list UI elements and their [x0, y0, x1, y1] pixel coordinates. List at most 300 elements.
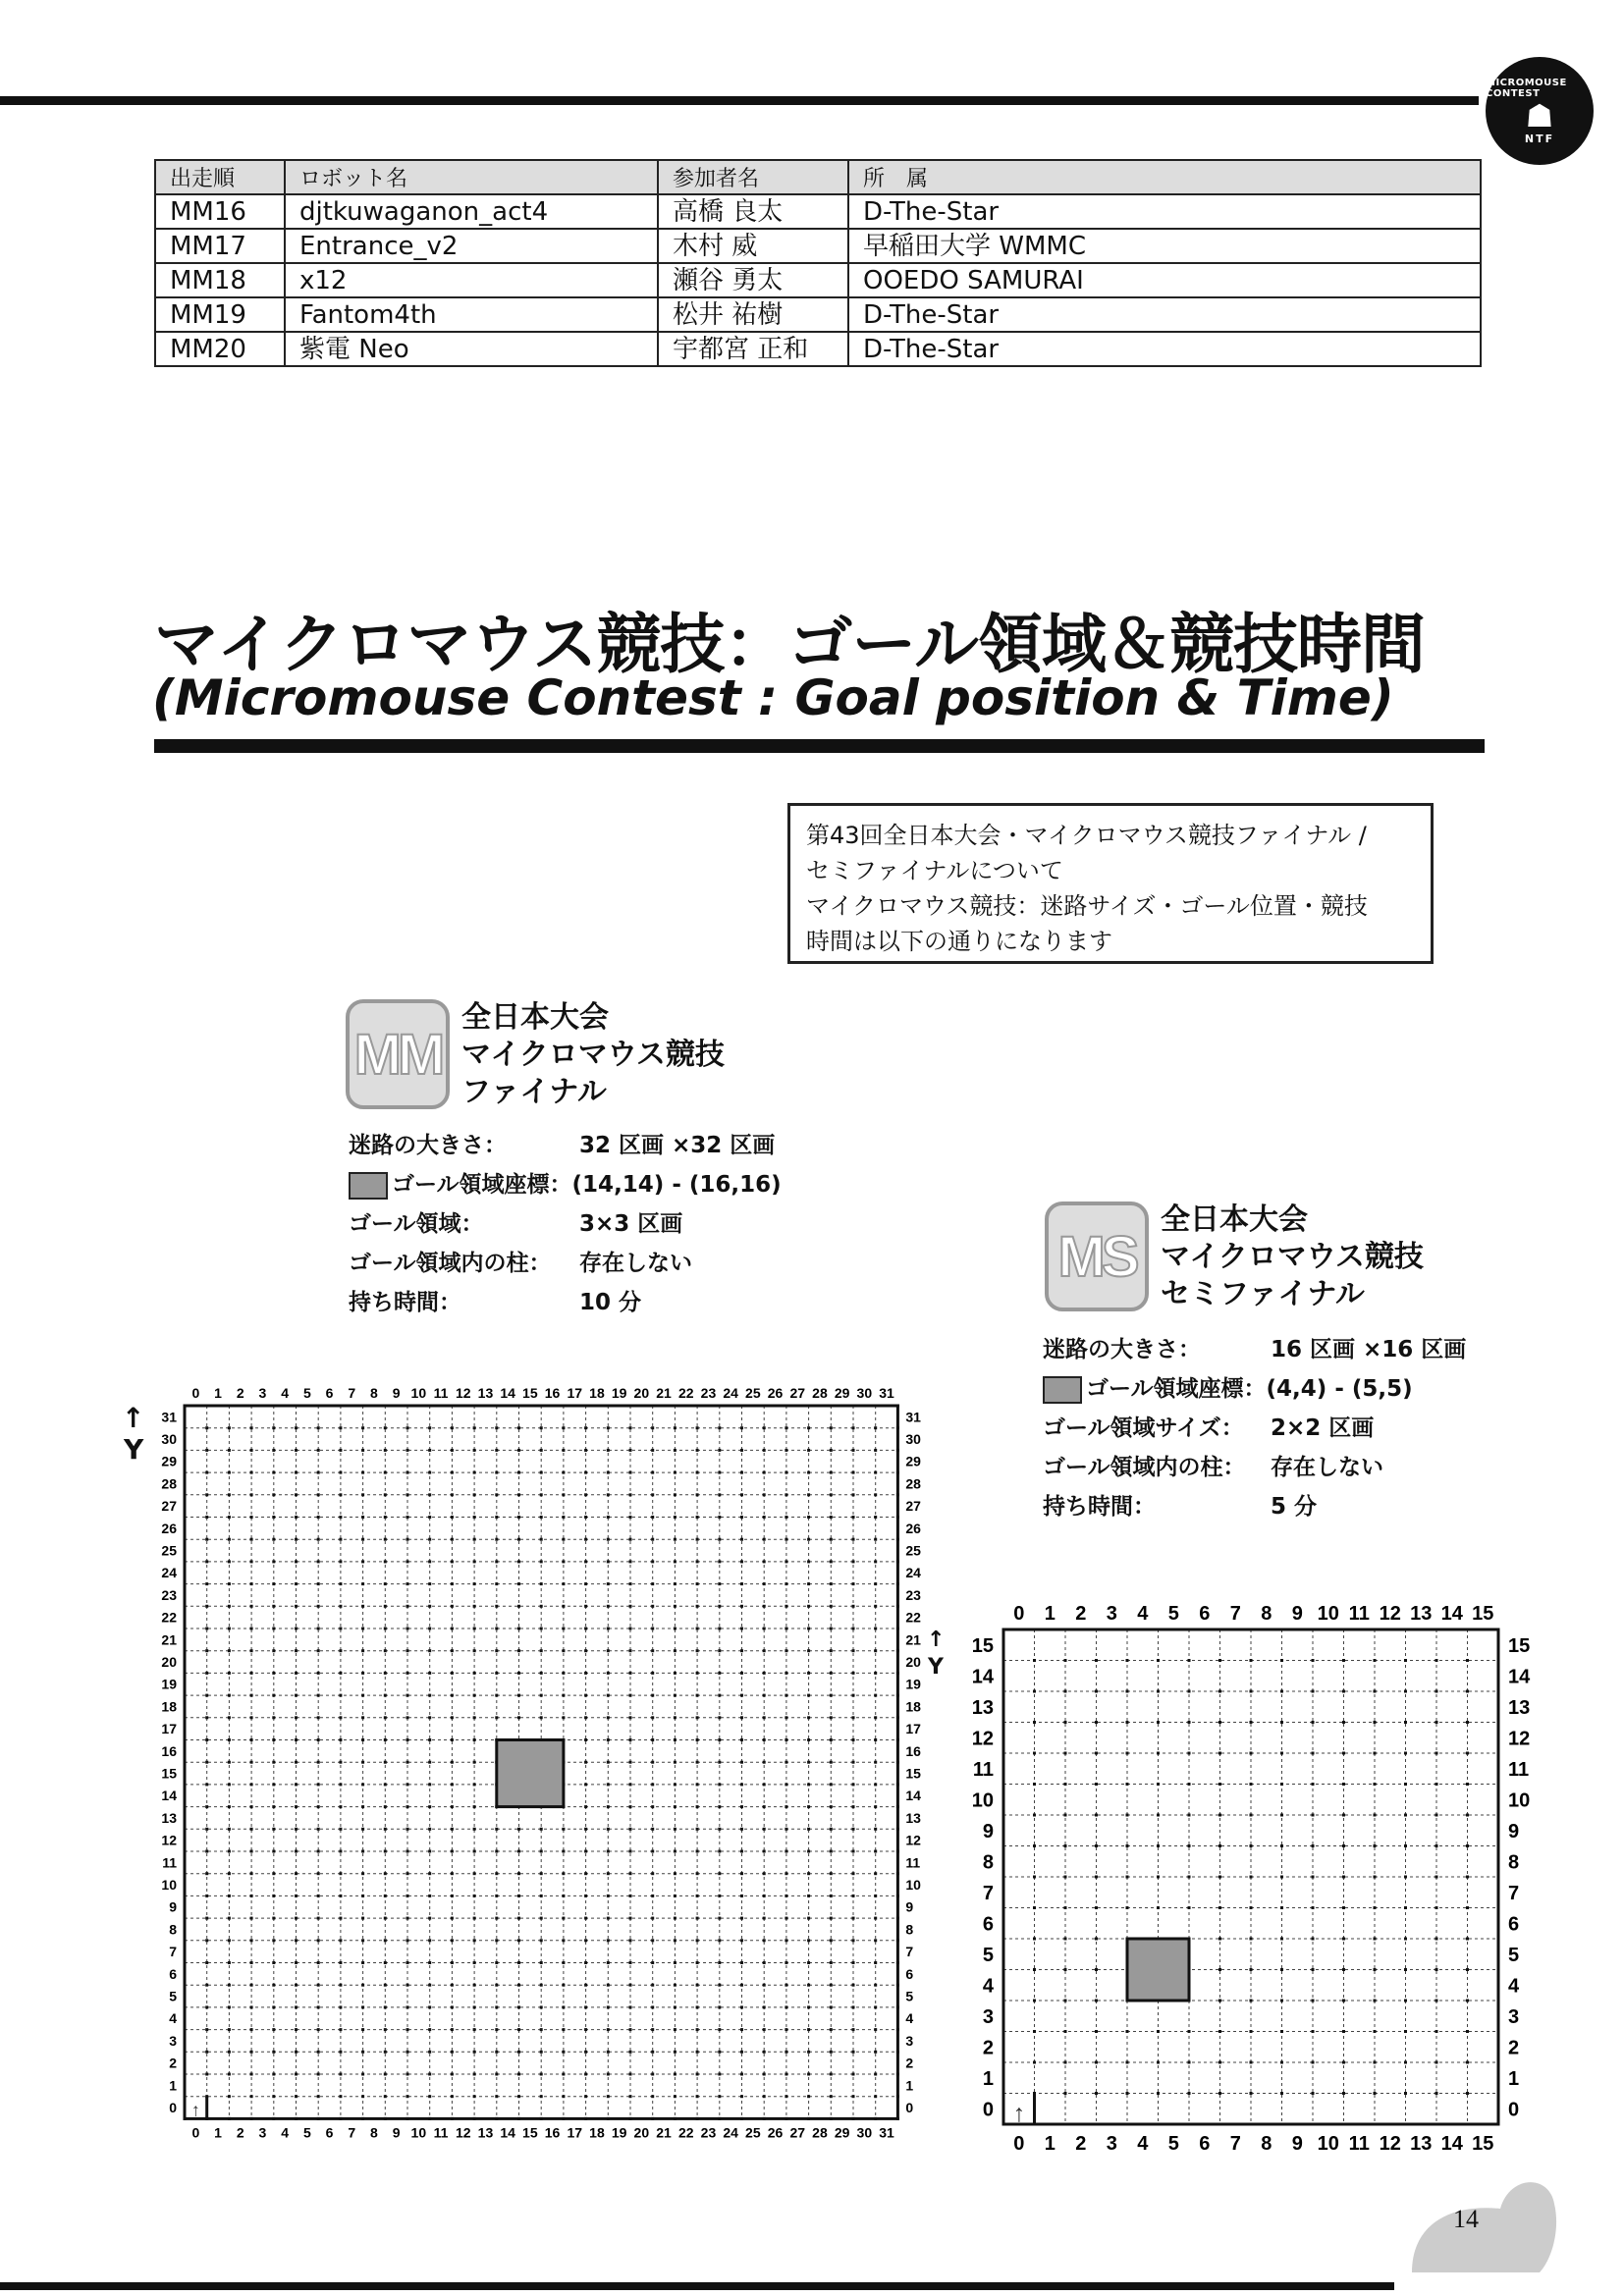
maze-post — [1435, 1876, 1438, 1879]
spec-label: 迷路の大きさ： — [1043, 1337, 1201, 1362]
maze-post — [272, 2095, 275, 2098]
y-tick-label-left: 10 — [161, 1876, 177, 1893]
maze-post — [852, 1738, 855, 1741]
maze-post — [852, 2028, 855, 2031]
x-tick-label-bottom: 29 — [834, 2124, 850, 2141]
maze-post — [674, 1738, 677, 1741]
maze-post — [740, 2051, 743, 2054]
maze-post — [607, 1560, 610, 1563]
maze-post — [451, 1828, 454, 1831]
x-tick-label-bottom: 12 — [1379, 2133, 1401, 2155]
maze-post — [361, 1694, 364, 1697]
y-tick-label-left: 24 — [161, 1565, 177, 1581]
maze-post — [1280, 1844, 1283, 1847]
y-tick-label-right: 2 — [905, 2055, 914, 2071]
maze-post — [428, 1694, 431, 1697]
y-tick-label-left: 14 — [971, 1666, 994, 1688]
ms-spec-goal-size — [1043, 1410, 1375, 1442]
maze-post — [584, 2051, 587, 2054]
maze-post — [517, 1694, 520, 1697]
maze-post — [607, 1493, 610, 1496]
maze-post — [785, 2028, 787, 2031]
entries-table — [154, 159, 1482, 367]
maze-post — [696, 1939, 699, 1942]
y-tick-label-left: 15 — [971, 1634, 994, 1657]
robot-cell: 紫電 Neo — [285, 332, 658, 366]
maze-post — [406, 1939, 409, 1942]
maze-post — [584, 1538, 587, 1541]
maze-post — [651, 1694, 654, 1697]
maze-post — [740, 1917, 743, 1920]
maze-post — [517, 1917, 520, 1920]
x-tick-label-top: 31 — [879, 1385, 894, 1401]
maze-post — [205, 1961, 208, 1964]
maze-post — [1064, 2061, 1067, 2064]
maze-post — [339, 1872, 342, 1875]
maze-post — [272, 1850, 275, 1853]
spec-label: 迷路の大きさ： — [349, 1133, 507, 1158]
maze-post — [1033, 1906, 1036, 1909]
maze-post — [1188, 1690, 1191, 1693]
maze-post — [317, 2051, 320, 2054]
maze-post — [763, 1984, 766, 1987]
goal-area — [497, 1740, 564, 1807]
x-tick-label-bottom: 5 — [302, 2124, 311, 2141]
spec-value: 存在しない — [579, 1251, 692, 1276]
maze-post — [763, 1694, 766, 1697]
y-tick-label-right: 23 — [905, 1586, 921, 1603]
y-tick-label-left: 8 — [169, 1921, 177, 1938]
maze-post — [250, 2005, 253, 2008]
maze-post — [384, 1449, 387, 1452]
maze-post — [874, 1649, 877, 1652]
maze-post — [228, 2095, 231, 2098]
maze-post — [718, 2028, 721, 2031]
maze-post — [629, 1649, 632, 1652]
maze-post — [562, 1471, 565, 1474]
maze-post — [584, 2028, 587, 2031]
header-order: 出走順 — [155, 160, 285, 194]
maze-post — [250, 1850, 253, 1853]
maze-post — [473, 2095, 476, 2098]
maze-post — [562, 2095, 565, 2098]
maze-post — [674, 2005, 677, 2008]
y-tick-label-left: 0 — [169, 2099, 177, 2115]
maze-post — [1280, 1783, 1283, 1786]
maze-post — [1218, 1906, 1221, 1909]
maze-post — [674, 1538, 677, 1541]
header-affiliation: 所 属 — [848, 160, 1481, 194]
x-tick-label-bottom: 3 — [1106, 2133, 1117, 2155]
maze-post — [1342, 1876, 1345, 1879]
maze-post — [361, 1471, 364, 1474]
maze-post — [295, 1605, 298, 1608]
maze-post — [250, 1493, 253, 1496]
maze-post — [228, 1538, 231, 1541]
maze-post — [740, 1939, 743, 1942]
y-tick-label-right: 9 — [1508, 1820, 1520, 1842]
x-tick-label-bottom: 7 — [348, 2124, 356, 2141]
y-tick-label-right: 10 — [1508, 1789, 1531, 1812]
maze-post — [295, 1939, 298, 1942]
maze-post — [384, 2028, 387, 2031]
maze-post — [473, 1805, 476, 1808]
maze-post — [763, 1560, 766, 1563]
maze-post — [1374, 1783, 1377, 1786]
maze-post — [495, 2095, 498, 2098]
maze-post — [696, 1605, 699, 1608]
maze-post — [317, 1426, 320, 1429]
maze-post — [852, 1805, 855, 1808]
maze-post — [495, 1828, 498, 1831]
maze-post — [1312, 1844, 1315, 1847]
maze-post — [807, 1984, 810, 1987]
maze-post — [1404, 2061, 1407, 2064]
maze-post — [696, 1426, 699, 1429]
maze-post — [562, 1649, 565, 1652]
maze-post — [629, 1917, 632, 1920]
maze-post — [1374, 2000, 1377, 2002]
maze-post — [607, 1672, 610, 1675]
maze-post — [295, 1895, 298, 1897]
maze-post — [718, 1984, 721, 1987]
y-tick-label-right: 6 — [905, 1965, 914, 1982]
maze-post — [517, 1872, 520, 1875]
maze-post — [495, 1449, 498, 1452]
maze-post — [473, 2028, 476, 2031]
maze-post — [874, 2073, 877, 2076]
maze-post — [785, 1939, 787, 1942]
maze-post — [584, 1783, 587, 1786]
x-tick-label-top: 23 — [700, 1385, 717, 1401]
maze-post — [406, 1538, 409, 1541]
maze-post — [451, 1560, 454, 1563]
maze-post — [384, 1850, 387, 1853]
maze-post — [785, 1560, 787, 1563]
maze-post — [517, 1649, 520, 1652]
maze-post — [763, 1605, 766, 1608]
maze-post — [1033, 1844, 1036, 1847]
maze-post — [295, 1471, 298, 1474]
maze-post — [428, 2005, 431, 2008]
maze-post — [807, 1493, 810, 1496]
maze-post — [1218, 1814, 1221, 1817]
y-tick-label-right: 20 — [905, 1653, 921, 1670]
maze-post — [785, 1805, 787, 1808]
maze-post — [1312, 2000, 1315, 2002]
x-tick-label-bottom: 9 — [1291, 2133, 1303, 2155]
maze-post — [562, 2028, 565, 2031]
maze-post — [607, 1872, 610, 1875]
y-tick-label-right: 3 — [905, 2032, 914, 2049]
x-tick-label-bottom: 3 — [258, 2124, 267, 2141]
x-tick-label-top: 24 — [723, 1385, 738, 1401]
y-tick-label-left: 13 — [161, 1809, 177, 1826]
maze-post — [1064, 1844, 1067, 1847]
maze-post — [651, 2095, 654, 2098]
y-tick-label-right: 17 — [905, 1721, 921, 1737]
maze-post — [1188, 1783, 1191, 1786]
x-tick-label-bottom: 2 — [236, 2124, 244, 2141]
maze-post — [785, 1672, 787, 1675]
x-tick-label-bottom: 6 — [325, 2124, 334, 2141]
maze-post — [607, 1516, 610, 1519]
x-tick-label-top: 8 — [370, 1385, 378, 1401]
maze-post — [406, 1628, 409, 1630]
maze-post — [830, 1582, 833, 1585]
maze-post — [785, 1895, 787, 1897]
maze-post — [272, 1961, 275, 1964]
maze-post — [807, 1895, 810, 1897]
maze-post — [540, 1493, 543, 1496]
maze-post — [1374, 2092, 1377, 2095]
maze-post — [1466, 1659, 1469, 1662]
maze-post — [651, 1961, 654, 1964]
maze-post — [674, 2051, 677, 2054]
maze-post — [451, 2028, 454, 2031]
maze-post — [718, 1961, 721, 1964]
maze-post — [674, 1582, 677, 1585]
maze-post — [384, 1560, 387, 1563]
maze-post — [874, 1471, 877, 1474]
maze-post — [451, 1738, 454, 1741]
affiliation-cell: D-The-Star — [848, 297, 1481, 332]
maze-post — [361, 2051, 364, 2054]
maze-post — [540, 1649, 543, 1652]
maze-post — [562, 1516, 565, 1519]
maze-post — [317, 1471, 320, 1474]
maze-post — [473, 1449, 476, 1452]
maze-post — [272, 2051, 275, 2054]
maze-post — [495, 1672, 498, 1675]
maze-post — [295, 1828, 298, 1831]
x-tick-label-bottom: 31 — [879, 2124, 894, 2141]
maze-post — [250, 1716, 253, 1719]
maze-post — [339, 1828, 342, 1831]
maze-post — [696, 2095, 699, 2098]
maze-post — [1033, 1814, 1036, 1817]
y-tick-label-left: 0 — [982, 2099, 994, 2121]
maze-post — [718, 1493, 721, 1496]
maze-post — [250, 2051, 253, 2054]
maze-post — [473, 2073, 476, 2076]
maze-post — [807, 1805, 810, 1808]
maze-post — [1250, 2061, 1253, 2064]
maze-post — [1218, 2092, 1221, 2095]
maze-post — [317, 1872, 320, 1875]
maze-post — [205, 2028, 208, 2031]
maze-post — [495, 1493, 498, 1496]
maze-post — [807, 1582, 810, 1585]
maze-post — [674, 1426, 677, 1429]
x-tick-label-top: 0 — [191, 1385, 200, 1401]
maze-post — [339, 1850, 342, 1853]
maze-post — [540, 1694, 543, 1697]
x-tick-label-top: 12 — [455, 1385, 471, 1401]
maze-post — [807, 2028, 810, 2031]
maze-post — [361, 1761, 364, 1764]
maze-post — [740, 2073, 743, 2076]
maze-post — [361, 2095, 364, 2098]
maze-post — [228, 2051, 231, 2054]
maze-post — [1466, 1690, 1469, 1693]
y-tick-label-left: 5 — [169, 1988, 177, 2004]
maze-post — [1157, 1844, 1160, 1847]
maze-post — [607, 1961, 610, 1964]
maze-post — [607, 1738, 610, 1741]
maze-post — [228, 1582, 231, 1585]
y-tick-label-left: 19 — [161, 1676, 177, 1692]
x-tick-label-bottom: 1 — [214, 2124, 222, 2141]
maze-post — [807, 1426, 810, 1429]
maze-post — [1188, 1721, 1191, 1724]
maze-post — [718, 2095, 721, 2098]
y-tick-label-left: 28 — [161, 1475, 177, 1492]
maze-post — [740, 1605, 743, 1608]
y-tick-label-right: 7 — [1508, 1882, 1520, 1904]
maze-post — [763, 1716, 766, 1719]
maze-post — [1435, 2030, 1438, 2033]
maze-post — [517, 1961, 520, 1964]
maze-post — [763, 1850, 766, 1853]
y-tick-label-right: 4 — [905, 2010, 914, 2027]
maze-post — [718, 1694, 721, 1697]
maze-post — [473, 1850, 476, 1853]
maze-post — [830, 1805, 833, 1808]
maze-post — [740, 1761, 743, 1764]
x-tick-label-bottom: 14 — [1440, 2133, 1463, 2155]
maze-post — [1250, 2030, 1253, 2033]
maze-post — [584, 1872, 587, 1875]
maze-post — [228, 1738, 231, 1741]
y-tick-label-right: 5 — [1508, 1944, 1520, 1966]
x-tick-label-top: 6 — [325, 1385, 334, 1401]
maze-post — [785, 1828, 787, 1831]
x-tick-label-top: 22 — [677, 1385, 694, 1401]
maze-post — [272, 2005, 275, 2008]
maze-post — [740, 2005, 743, 2008]
y-tick-label-right: 13 — [905, 1809, 921, 1826]
y-tick-label-left: 21 — [161, 1631, 177, 1648]
x-tick-label-bottom: 20 — [633, 2124, 650, 2141]
maze-post — [1342, 1938, 1345, 1941]
y-tick-label-left: 9 — [982, 1820, 994, 1842]
maze-post — [852, 1516, 855, 1519]
maze-post — [250, 1471, 253, 1474]
maze-post — [428, 1493, 431, 1496]
maze-post — [1157, 1906, 1160, 1909]
maze-post — [874, 1516, 877, 1519]
maze-post — [406, 1783, 409, 1786]
maze-post — [406, 2051, 409, 2054]
maze-post — [205, 1783, 208, 1786]
maze-post — [696, 2028, 699, 2031]
y-tick-label-left: 25 — [161, 1542, 177, 1559]
maze-post — [674, 2095, 677, 2098]
maze-post — [205, 1850, 208, 1853]
maze-post — [1064, 1690, 1067, 1693]
maze-post — [629, 1939, 632, 1942]
maze-post — [517, 2005, 520, 2008]
maze-post — [272, 1516, 275, 1519]
maze-post — [718, 1426, 721, 1429]
maze-post — [295, 1694, 298, 1697]
maze-post — [1250, 1783, 1253, 1786]
maze-post — [1033, 1659, 1036, 1662]
maze-post — [629, 2051, 632, 2054]
maze-post — [272, 1984, 275, 1987]
maze-post — [651, 1672, 654, 1675]
maze-post — [1466, 2000, 1469, 2002]
maze-post — [1188, 2092, 1191, 2095]
maze-post — [852, 1939, 855, 1942]
x-tick-label-bottom: 23 — [700, 2124, 717, 2141]
maze-post — [1033, 1690, 1036, 1693]
maze-post — [317, 1761, 320, 1764]
maze-post — [874, 2005, 877, 2008]
ms-heading-line: セミファイナル — [1161, 1277, 1365, 1311]
maze-post — [473, 1872, 476, 1875]
maze-post — [785, 1783, 787, 1786]
maze-post — [361, 1984, 364, 1987]
maze-post — [830, 1560, 833, 1563]
maze-post — [651, 1471, 654, 1474]
maze-post — [696, 1649, 699, 1652]
maze-post — [674, 1493, 677, 1496]
maze-post — [1218, 2030, 1221, 2033]
maze-post — [451, 1895, 454, 1897]
maze-post — [384, 1984, 387, 1987]
maze-post — [696, 1672, 699, 1675]
affiliation-cell: D-The-Star — [848, 194, 1481, 229]
maze-post — [629, 1449, 632, 1452]
x-tick-label-top: 3 — [1106, 1603, 1117, 1625]
maze-post — [295, 2073, 298, 2076]
maze-post — [250, 1694, 253, 1697]
maze-post — [562, 2073, 565, 2076]
maze-post — [607, 1783, 610, 1786]
maze-post — [1095, 1783, 1098, 1786]
maze-post — [852, 2005, 855, 2008]
x-tick-label-bottom: 11 — [433, 2124, 449, 2141]
maze-post — [1466, 1844, 1469, 1847]
ms-maze-grid — [964, 1592, 1531, 2155]
maze-post — [451, 1516, 454, 1519]
x-tick-label-bottom: 12 — [455, 2124, 471, 2141]
table-row — [155, 332, 1481, 366]
y-tick-label-left: 4 — [169, 2010, 177, 2027]
spec-label: ゴール領域座標： — [1086, 1376, 1267, 1402]
maze-post — [272, 1783, 275, 1786]
maze-post — [740, 1471, 743, 1474]
header-robot: ロボット名 — [285, 160, 658, 194]
x-tick-label-bottom: 1 — [1044, 2133, 1056, 2155]
maze-post — [830, 1917, 833, 1920]
x-tick-label-top: 14 — [500, 1385, 515, 1401]
maze-post — [517, 1582, 520, 1585]
maze-post — [540, 1449, 543, 1452]
section-title-jp: マイクロマウス競技：ゴール領域＆競技時間 — [154, 607, 1426, 682]
maze-post — [384, 1628, 387, 1630]
maze-post — [272, 1582, 275, 1585]
maze-post — [696, 2005, 699, 2008]
maze-post — [696, 1471, 699, 1474]
maze-post — [718, 1538, 721, 1541]
maze-post — [250, 2073, 253, 2076]
maze-post — [339, 1449, 342, 1452]
maze-post — [317, 2095, 320, 2098]
maze-post — [205, 1538, 208, 1541]
